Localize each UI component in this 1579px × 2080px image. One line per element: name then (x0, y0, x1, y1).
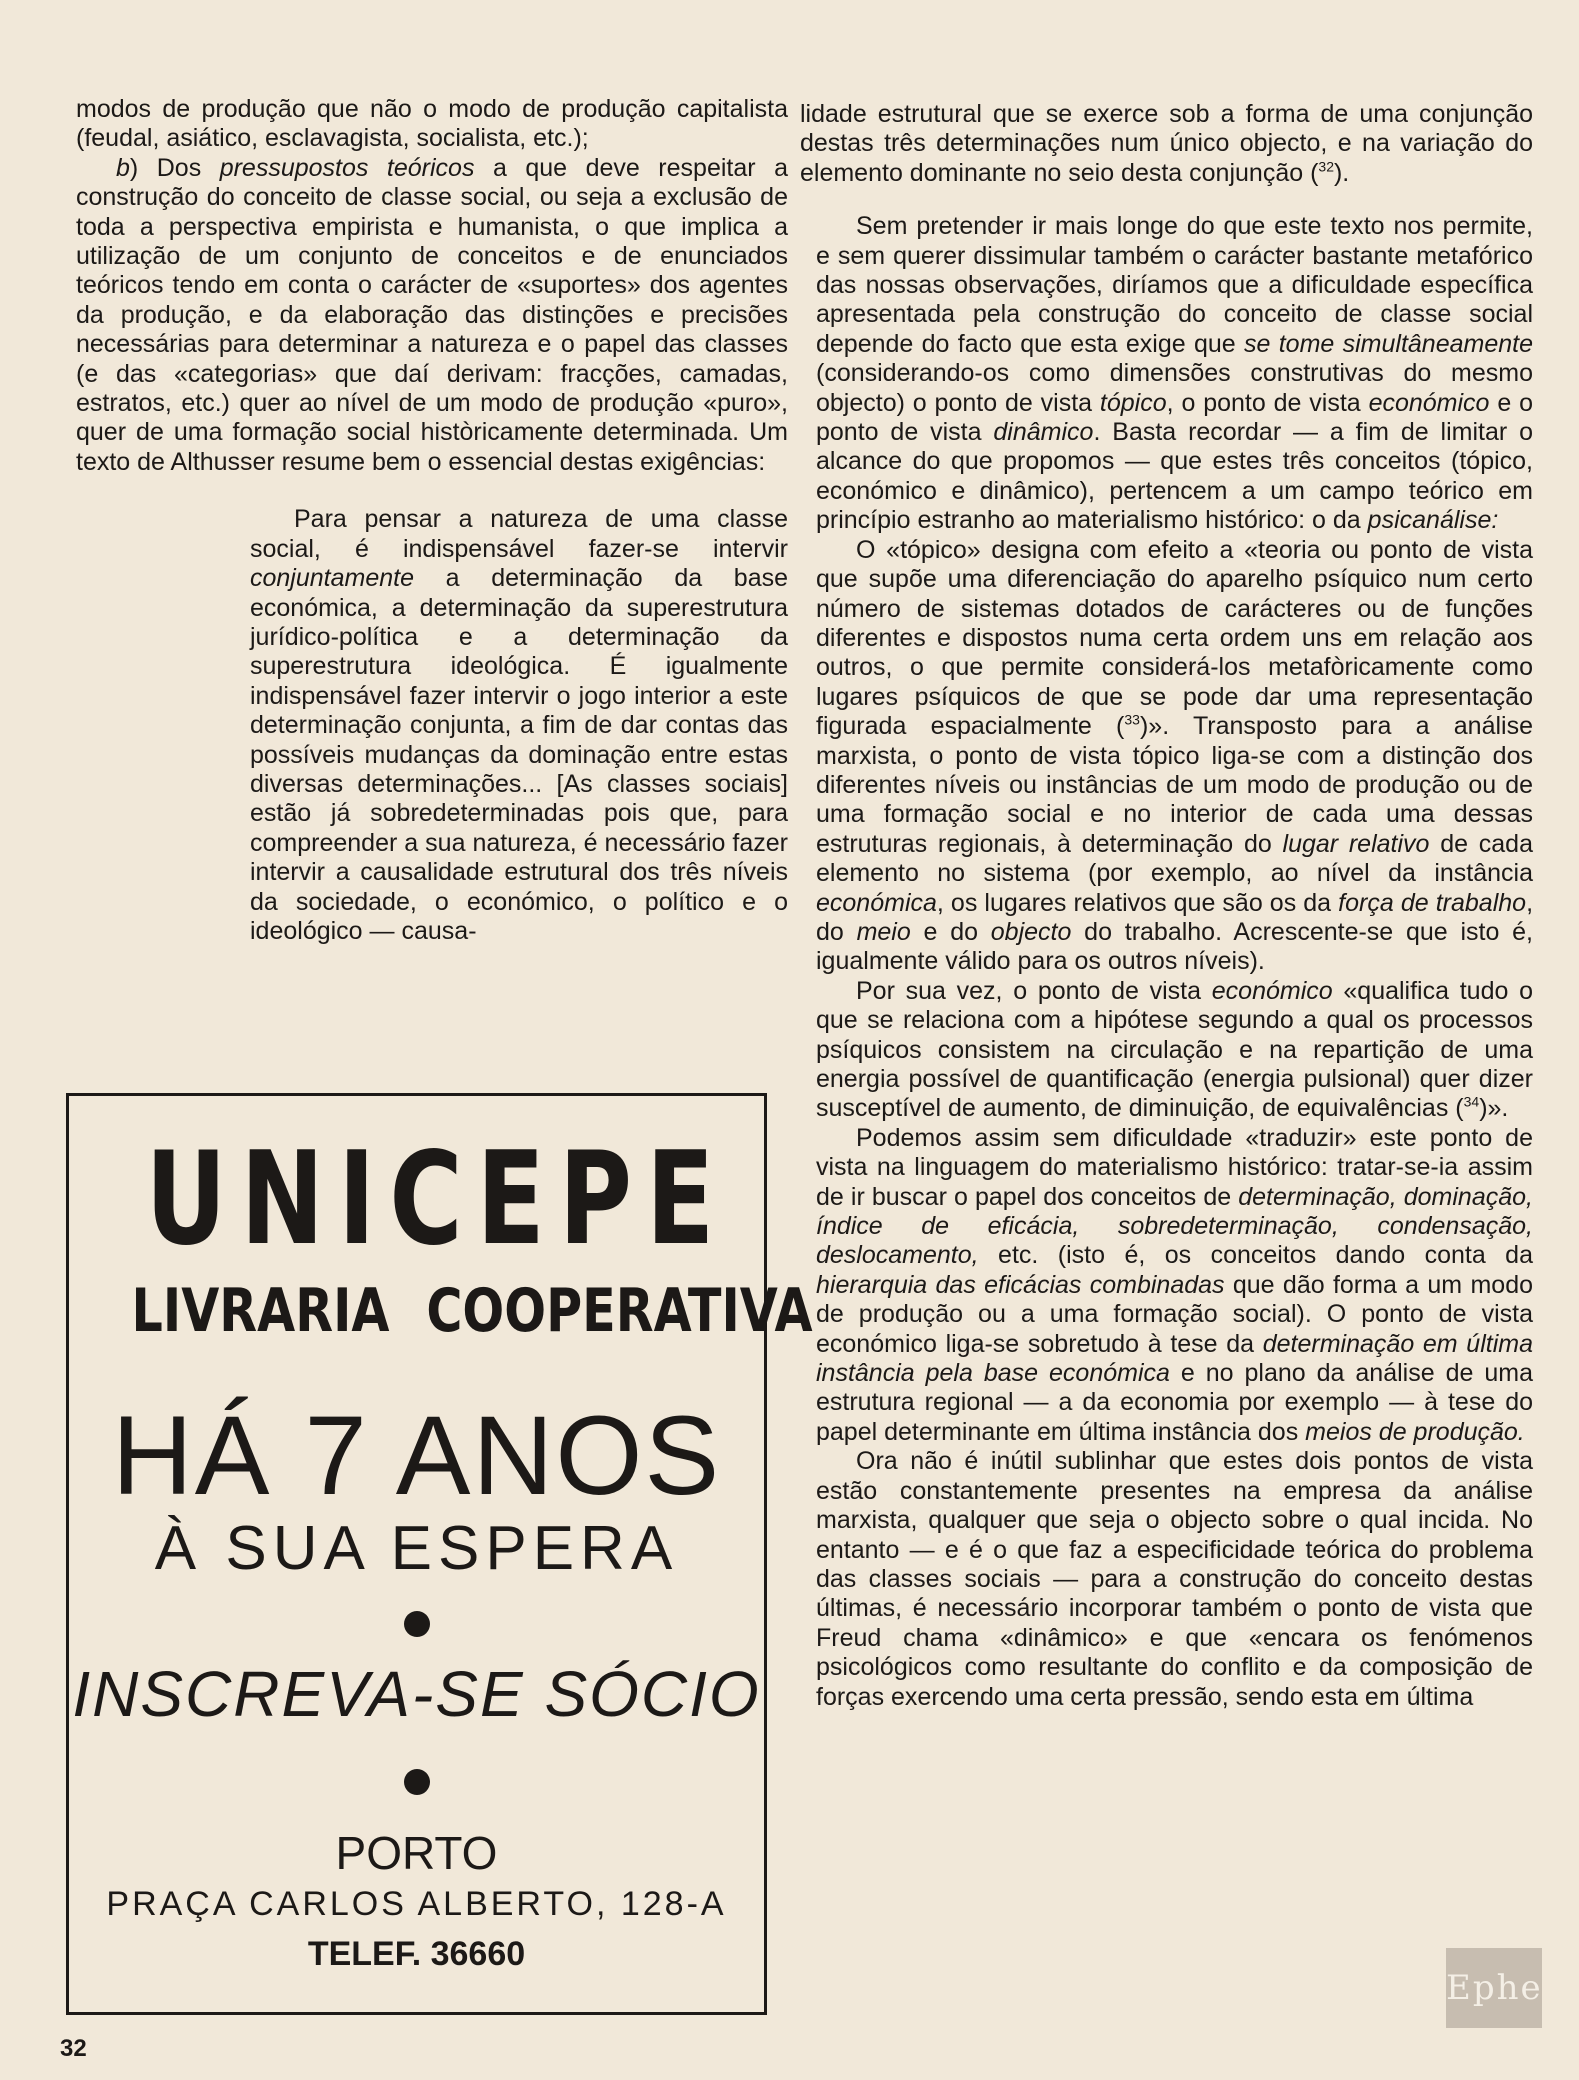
block-quote-continuation (800, 100, 1533, 188)
bullet-dot-icon (404, 1769, 430, 1795)
block-quote (250, 505, 788, 946)
bullet-dot-icon (404, 1611, 430, 1637)
ad-headline: HÁ 7 ANOS (111, 1393, 722, 1518)
footnote-ref: 34 (1463, 1094, 1480, 1111)
ad-call-to-action: INSCREVA-SE SÓCIO (72, 1658, 761, 1730)
paragraph: Ora não é inútil sublinhar que estes dois pontos de vista estão constantemente presentes na empresa da análise marxista, qualquer que seja o objecto sobre o qual incida. No entanto — e é o que faz a especificidade teórica do problema das classes sociais — para a construção do conceito destas últimas, é necessário incorporar também o ponto de vista que Freud chama «dinâmico» e que «encara os fenómenos psicológicos como resultante do conflito e da composição de forças exercendo uma certa pressão, sendo esta em última (816, 1447, 1533, 1711)
ad-brand: UNICEPE (145, 1125, 729, 1274)
ad-subtitle: LIVRARIA COOPERATIVA (131, 1276, 813, 1346)
paragraph: Por sua vez, o ponto de vista económico «qualifica tudo o que se relaciona com a hipótese segundo a qual os processos psíquicos consistem na circulação e na repartição de uma energia possível de quantificação (energia pulsional) quer dizer susceptível de aumento, de diminuição, de equivalências ($^{34}$)». (816, 976, 1534, 1123)
paragraph: O «tópico» designa com efeito a «teoria ou ponto de vista que supõe uma diferenciação do aparelho psíquico num certo número de sistemas dotados de carácteres ou de funções diferentes e dispostos numa certa ordem uns em relação aos outros, o que permite considerá-los metafòricamente como lugares psíquicos de que se pode dar uma representação figurada espacialmente ($^{33}$)». Transposto para a análise marxista, o ponto de vista tópico liga-se com a distinção dos diferentes níveis ou instâncias de um modo de produção ou de uma formação social e no interior de cada uma dessas estruturas regionais, à determinação do lugar relativo de cada elemento no sistema (por exemplo, ao nível da instância económica, os lugares relativos que são os da força de trabalho, do meio e do objecto do trabalho. Acrescente-se que isto é, igualmente válido para os outros níveis). (816, 535, 1534, 976)
paragraph: modos de produção que não o modo de produção capitalista (feudal, asiático, esclavagista, socialista, etc.); (76, 95, 788, 153)
advertisement-box (66, 1093, 813, 2015)
footnote-ref: 33 (1124, 711, 1140, 728)
paragraph: b) Dos pressupostos teóricos a que deve respeitar a construção do conceito de classe social, ou seja a exclusão de toda a perspectiva empirista e humanista, o que implica a utilização de um conjunto de conceitos e de enunciados teóricos tendo em conta o carácter de «suportes» dos agentes da produção, e da elaboração das distinções e precisões necessárias para determinar a natureza e o papel das classes (e das «categorias» que daí derivam: fracções, camadas, estratos, etc.) quer ao nível de um modo de produção «puro», quer de uma formação social històricamente determinada. Um texto de Althusser resume bem o essencial destas exigências: (76, 153, 788, 476)
right-column (800, 100, 1534, 1712)
ad-address: PRAÇA CARLOS ALBERTO, 128-A (106, 1885, 727, 1923)
library-stamp-watermark: Ephe (1446, 1948, 1542, 2028)
ad-phone: TELEF. 36660 (307, 1935, 526, 1973)
quote-paragraph: lidade estrutural que se exerce sob a forma de uma conjunção destas três determinações num único objecto, e na variação do elemento dominante no seio desta conjunção ($^{32}$). (800, 100, 1533, 187)
ad-city: PORTO (335, 1827, 498, 1879)
footnote-ref: 32 (1318, 158, 1334, 175)
left-column (76, 95, 788, 946)
page-number: 32 (60, 2035, 87, 2062)
paragraph: Podemos assim sem dificuldade «traduzir» este ponto de vista na linguagem do materialismo histórico: tratar-se-ia assim de ir buscar o papel dos conceitos de determinação, dominação, índice de eficácia, sobredeterminação, condensação, deslocamento, etc. (isto é, os conceitos dando conta da hierarquia das eficácias combinadas que dão forma a um modo de produção ou a uma formação social). O ponto de vista económico liga-se sobretudo à tese da determinação em última instância pela base económica e no plano da análise de uma estrutura regional — a da economia por exemplo — à tese do papel determinante em última instância dos meios de produção. (816, 1123, 1533, 1446)
quote-paragraph: Para pensar a natureza de uma classe social, é indispensável fazer-se intervir conjuntamente a determinação da base económica, a determinação da superestrutura jurídico-política e a determinação da superestrutura ideológica. É igualmente indispensável fazer intervir o jogo interior a este determinação conjunta, a fim de dar contas das possíveis mudanças da dominação entre estas diversas determinações... [As classes sociais] estão já sobredeterminadas pois que, para compreender a sua natureza, é necessário fazer intervir a causalidade estrutural dos três níveis da sociedade, o económico, o político e o ideológico — causa- (250, 505, 788, 945)
paragraph: Sem pretender ir mais longe do que este texto nos permite, e sem querer dissimular também o carácter bastante metafórico das nossas observações, diríamos que a dificuldade específica apresentada pela construção do conceito de classe social depende do facto que esta exige que se tome simultâneamente (considerando-os como dimensões construtivas do mesmo objecto) o ponto de vista tópico, o ponto de vista económico e o ponto de vista dinâmico. Basta recordar — a fim de limitar o alcance do que propomos — que estes três conceitos (tópico, económico e dinâmico), pertencem a um campo teórico em princípio estranho ao materialismo histórico: o da psicanálise: (816, 212, 1533, 535)
ad-tagline: À SUA ESPERA (154, 1514, 679, 1583)
